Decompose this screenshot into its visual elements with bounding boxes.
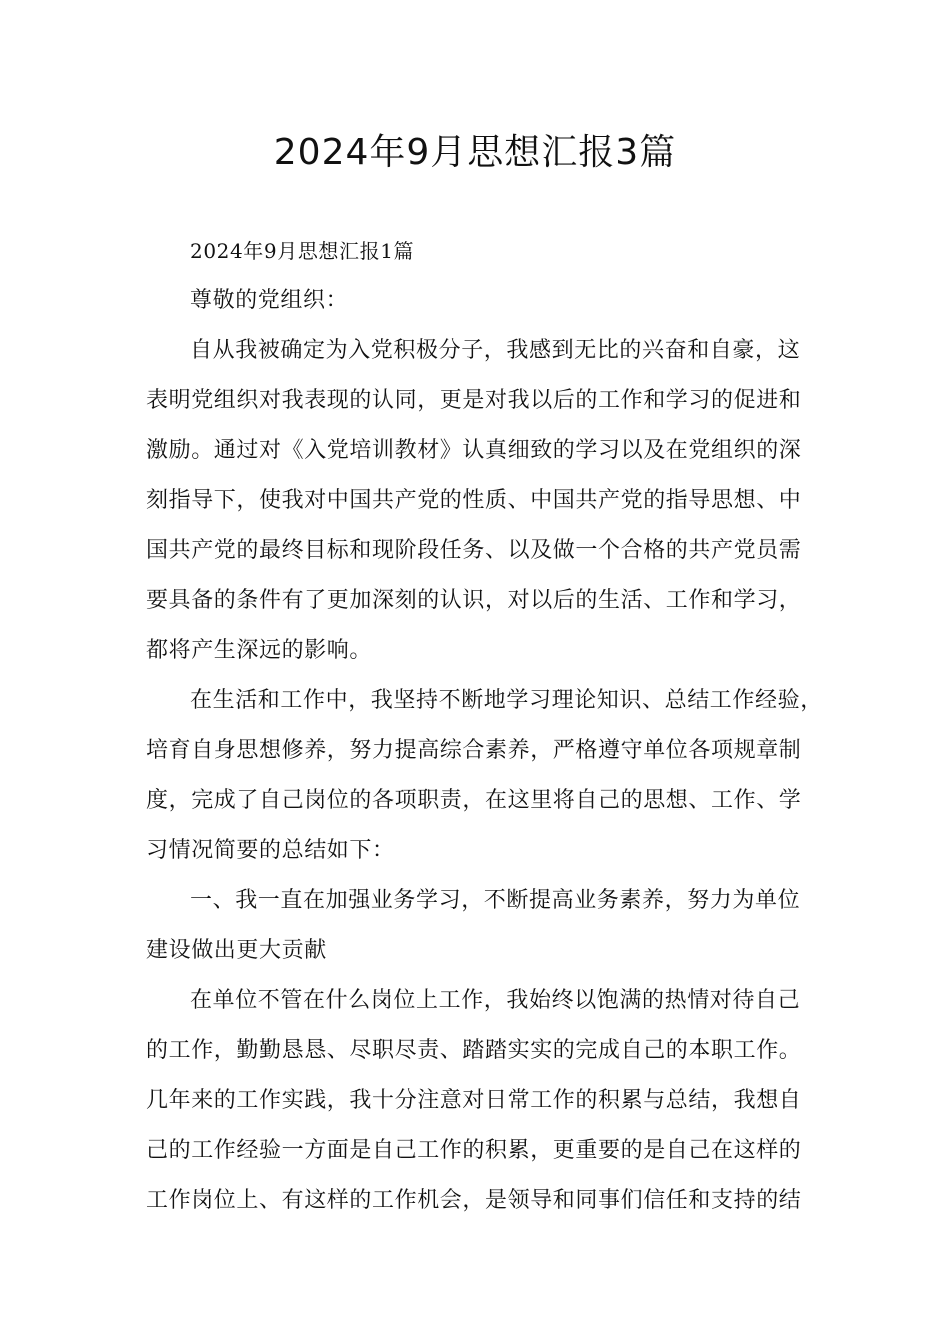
paragraph-line: 的工作，勤勤恳恳、尽职尽责、踏踏实实的完成自己的本职工作。 <box>146 1038 802 1063</box>
section-heading: 2024年9月思想汇报1篇 <box>190 239 415 263</box>
paragraph-line: 培育自身思想修养，努力提高综合素养，严格遵守单位各项规章制 <box>146 738 802 763</box>
paragraph-line: 国共产党的最终目标和现阶段任务、以及做一个合格的共产党员需 <box>146 538 802 563</box>
salutation: 尊敬的党组织： <box>190 288 349 313</box>
subsection-heading: 建设做出更大贡献 <box>146 938 327 963</box>
paragraph-line: 自从我被确定为入党积极分子，我感到无比的兴奋和自豪，这 <box>190 338 801 363</box>
paragraph-line: 习情况简要的总结如下： <box>146 838 395 863</box>
paragraph-line: 工作岗位上、有这样的工作机会，是领导和同事们信任和支持的结 <box>146 1188 802 1213</box>
paragraph-line: 几年来的工作实践，我十分注意对日常工作的积累与总结，我想自 <box>146 1088 802 1113</box>
document-body <box>146 226 836 1226</box>
paragraph-line: 刻指导下，使我对中国共产党的性质、中国共产党的指导思想、中 <box>146 488 802 513</box>
paragraph-line: 表明党组织对我表现的认同，更是对我以后的工作和学习的促进和 <box>146 388 802 413</box>
subsection-heading: 一、我一直在加强业务学习，不断提高业务素养，努力为单位 <box>190 888 801 913</box>
document-title: 2024年9月思想汇报3篇 <box>273 132 677 173</box>
paragraph-line: 在单位不管在什么岗位上工作，我始终以饱满的热情对待自己 <box>190 988 801 1013</box>
paragraph-line: 激励。通过对《入党培训教材》认真细致的学习以及在党组织的深 <box>146 438 802 463</box>
paragraph-line: 己的工作经验一方面是自己工作的积累，更重要的是自己在这样的 <box>146 1138 802 1163</box>
paragraph-line: 都将产生深远的影响。 <box>146 638 373 663</box>
paragraph-line: 度，完成了自己岗位的各项职责，在这里将自己的思想、工作、学 <box>146 788 802 813</box>
paragraph-line: 要具备的条件有了更加深刻的认识，对以后的生活、工作和学习， <box>146 588 802 613</box>
paragraph-line: 在生活和工作中，我坚持不断地学习理论知识、总结工作经验， <box>190 688 823 713</box>
